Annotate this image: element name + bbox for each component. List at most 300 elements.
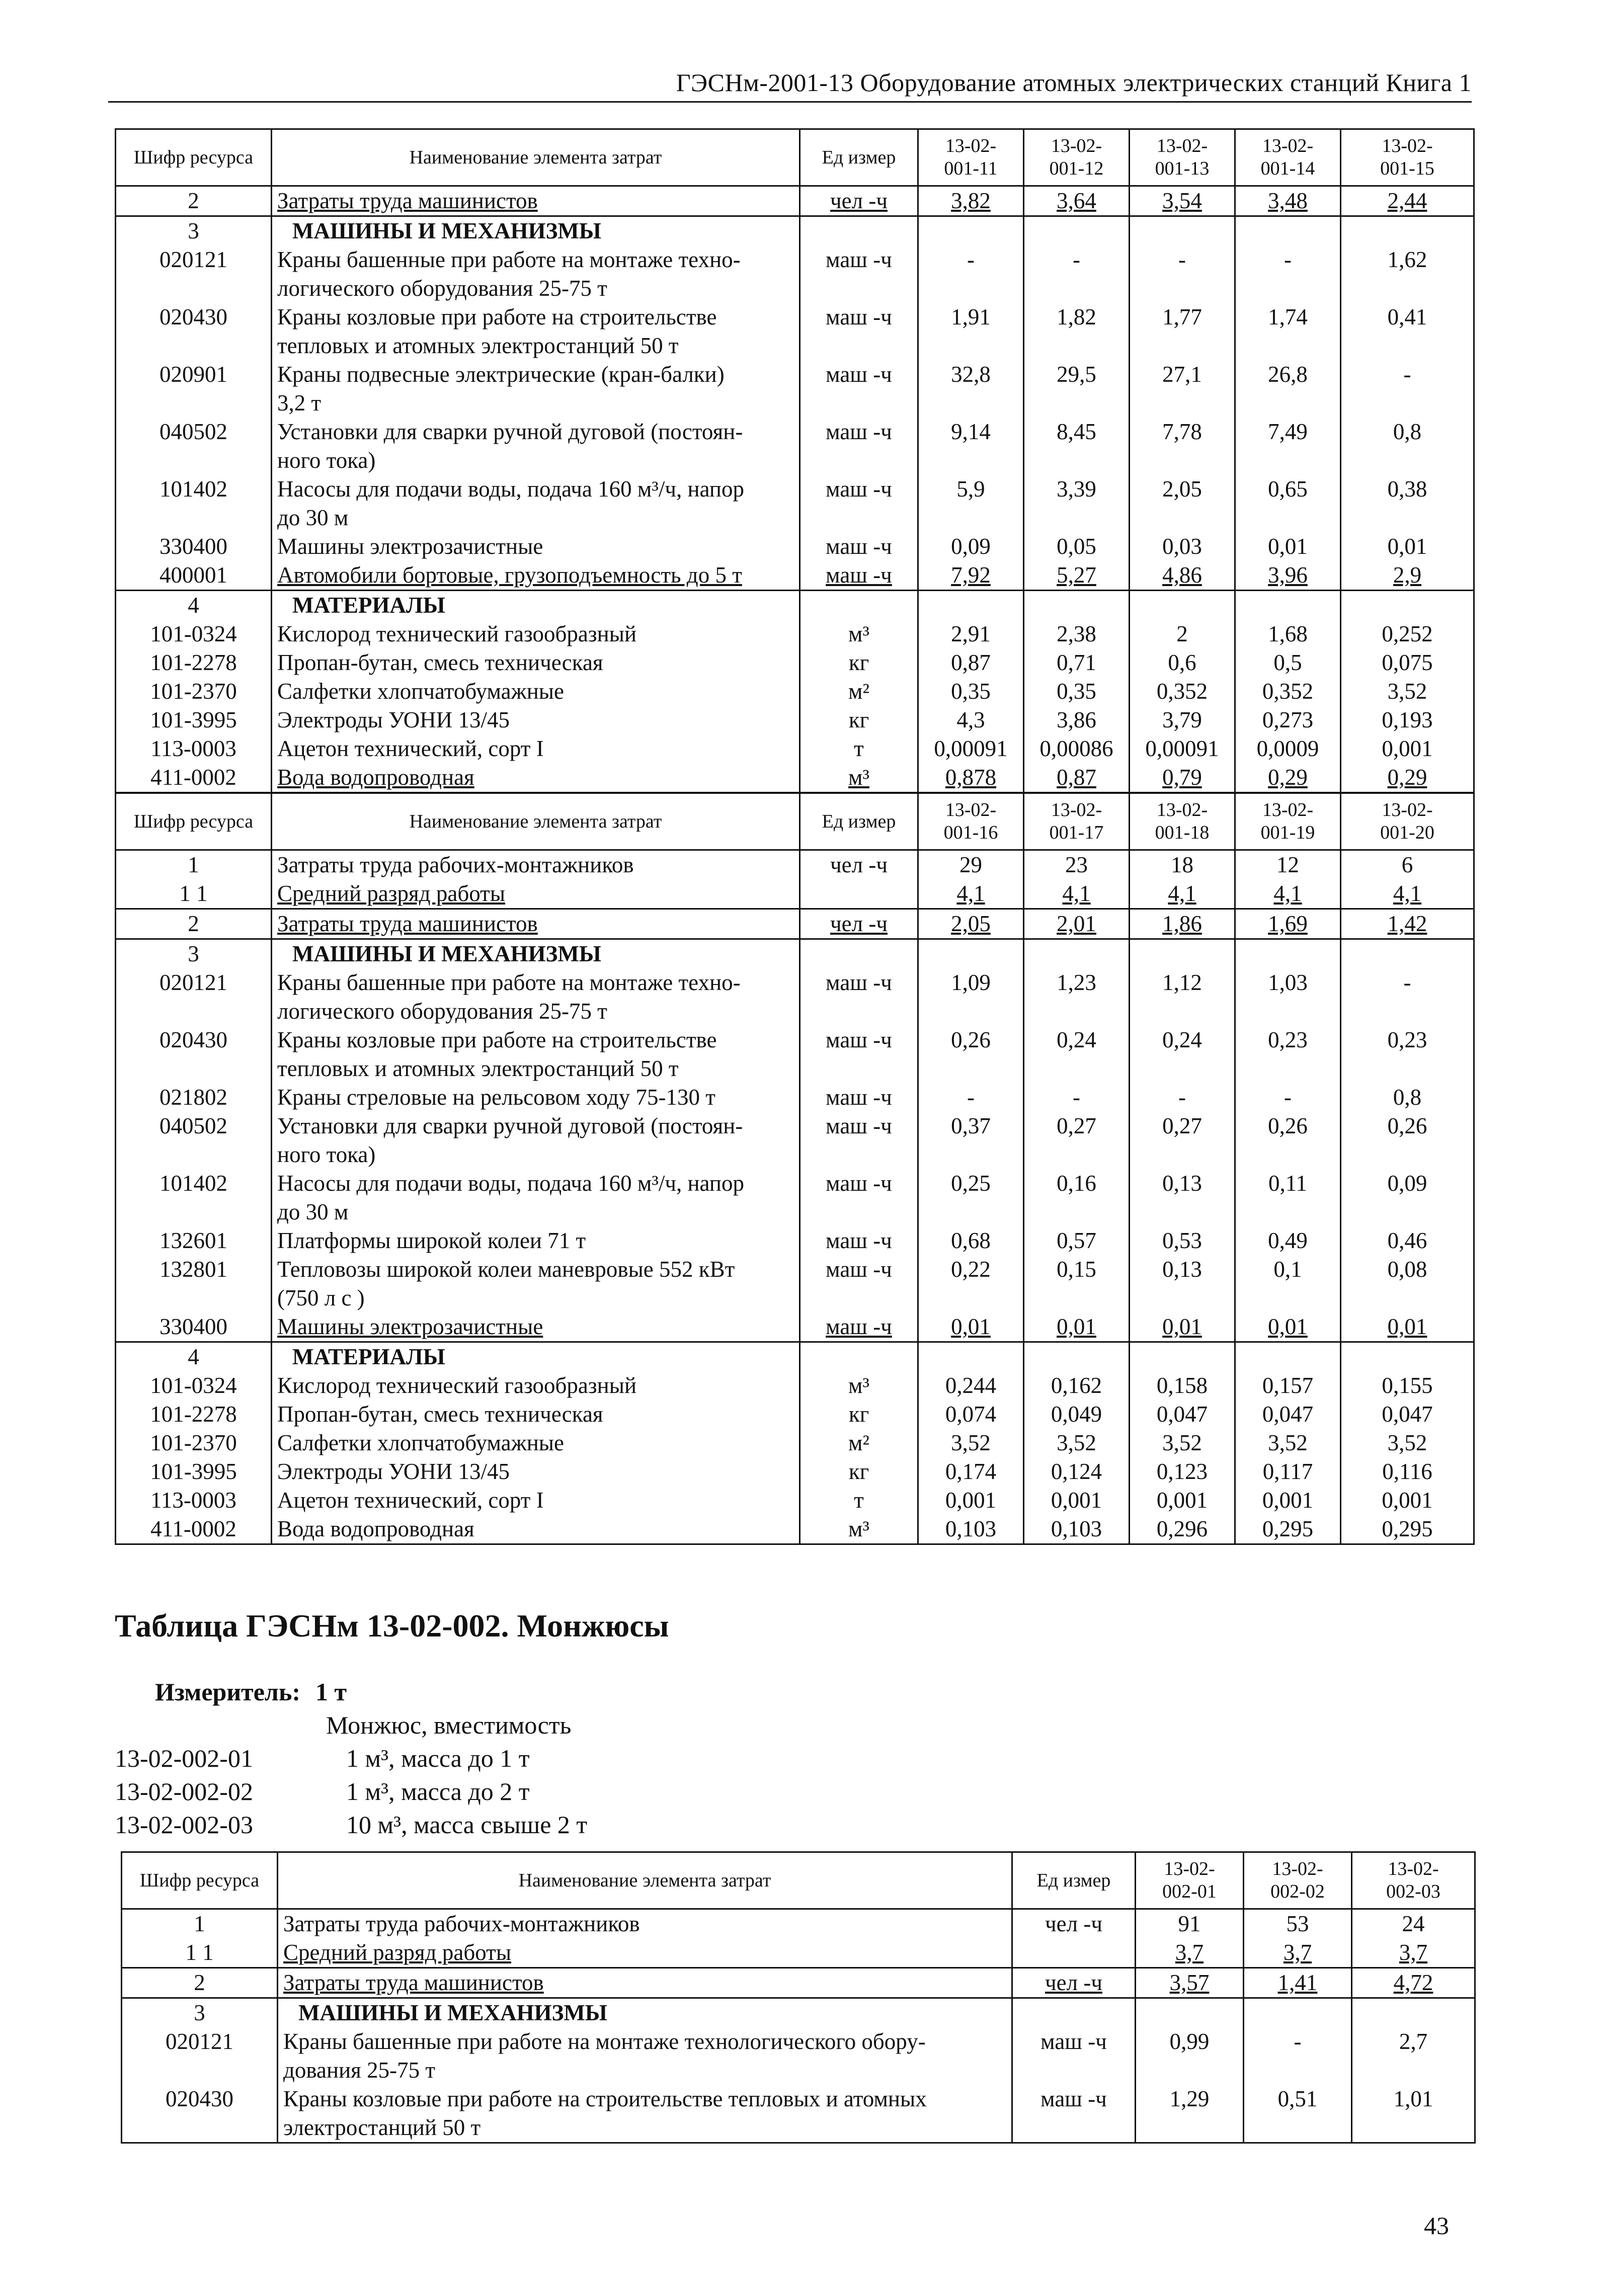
norm-value: 4,86 — [1130, 561, 1235, 591]
table-row — [122, 1968, 1475, 1998]
resource-code: 040502 — [116, 418, 272, 475]
norm-value: 0,193 — [1341, 706, 1474, 734]
norm-value — [918, 1342, 1024, 1372]
norm-value: 2,38 — [1024, 620, 1130, 648]
resource-name: Кислород технический газообразный — [272, 620, 800, 648]
norm-value: 4,1 — [1024, 879, 1130, 909]
norm-value: 24 — [1352, 1909, 1475, 1939]
unit: маш -ч — [800, 1026, 918, 1083]
norm-value: 3,86 — [1024, 706, 1130, 734]
unit: маш -ч — [1012, 2027, 1136, 2085]
norm-value: 7,92 — [918, 561, 1024, 591]
table-row — [116, 1515, 1474, 1544]
table-row — [116, 360, 1474, 418]
norm-value: 0,13 — [1130, 1169, 1235, 1226]
resource-name: Средний разряд работы — [272, 879, 800, 909]
resource-code: 3 — [116, 216, 272, 246]
norm-value: 0,296 — [1130, 1515, 1235, 1544]
norm-value — [1244, 1998, 1352, 2028]
table-row — [116, 620, 1474, 648]
norm-value: 2,05 — [1130, 475, 1235, 532]
unit: маш -ч — [800, 561, 918, 591]
resource-code: 411-0002 — [116, 1515, 272, 1544]
table-row — [116, 186, 1474, 216]
norm-value: 0,37 — [918, 1112, 1024, 1169]
page-number: 43 — [1424, 2211, 1449, 2240]
norm-value — [1235, 1342, 1341, 1372]
table-row — [116, 1083, 1474, 1112]
norm-value: 1,69 — [1235, 909, 1341, 939]
table-row — [122, 2085, 1475, 2143]
norm-value: 0,01 — [1235, 532, 1341, 561]
norm-value: 0,001 — [1341, 734, 1474, 763]
norm-value: - — [1341, 360, 1474, 418]
subtitle-row — [115, 1708, 587, 1742]
norm-value: 2,91 — [918, 620, 1024, 648]
norm-value: 0,03 — [1130, 532, 1235, 561]
resource-name: Автомобили бортовые, грузоподъемность до 5 т — [272, 561, 800, 591]
norm-value: 0,01 — [1341, 532, 1474, 561]
col-header-norm: 13-02- 001-19 — [1235, 793, 1341, 850]
norm-value: - — [1341, 968, 1474, 1026]
norm-value: 0,001 — [918, 1486, 1024, 1515]
norm-value: 0,157 — [1235, 1371, 1341, 1400]
col-header-norm: 13-02- 001-17 — [1024, 793, 1130, 850]
norm-value — [918, 216, 1024, 246]
norm-value: 0,65 — [1235, 475, 1341, 532]
resource-code: 1 — [116, 850, 272, 880]
resource-code: 020121 — [122, 2027, 278, 2085]
resource-name: МАШИНЫ И МЕХАНИЗМЫ — [272, 939, 800, 969]
norm-value — [1130, 216, 1235, 246]
norm-value: 0,273 — [1235, 706, 1341, 734]
norm-value: 0,6 — [1130, 648, 1235, 677]
measure-item-text: 10 м³, масса свыше 2 т — [346, 1811, 588, 1839]
norm-value: 7,49 — [1235, 418, 1341, 475]
norm-value: 3,39 — [1024, 475, 1130, 532]
unit: маш -ч — [800, 1226, 918, 1255]
norm-value: 0,23 — [1235, 1026, 1341, 1083]
norm-value: 0,38 — [1341, 475, 1474, 532]
table-row — [116, 532, 1474, 561]
resource-code: 330400 — [116, 532, 272, 561]
col-header-unit: Ед измер — [800, 129, 918, 186]
norm-value: 1,74 — [1235, 303, 1341, 360]
resource-code: 101402 — [116, 1169, 272, 1226]
norm-value — [1130, 939, 1235, 969]
resource-code: 021802 — [116, 1083, 272, 1112]
table-row — [122, 1909, 1475, 1939]
measure-item-code: 13-02-002-03 — [115, 1811, 253, 1839]
norm-value: 18 — [1130, 850, 1235, 880]
resource-table-002 — [121, 1851, 1476, 2144]
norm-value: 3,52 — [1024, 1429, 1130, 1457]
unit: кг — [800, 706, 918, 734]
unit: маш -ч — [800, 532, 918, 561]
table-row — [116, 879, 1474, 909]
resource-name: Установки для сварки ручной дуговой (постоян- ного тока) — [272, 418, 800, 475]
resource-code: 1 1 — [122, 1938, 278, 1968]
measure-item-code: 13-02-002-01 — [115, 1744, 253, 1772]
unit: маш -ч — [800, 303, 918, 360]
unit: м³ — [800, 1371, 918, 1400]
unit: м² — [800, 1429, 918, 1457]
unit: м³ — [800, 1515, 918, 1544]
resource-name: Краны козловые при работе на строительстве тепловых и атомных электростанций 50 т — [272, 1026, 800, 1083]
unit: маш -ч — [800, 1255, 918, 1313]
table-row — [116, 706, 1474, 734]
resource-name: Затраты труда машинистов — [278, 1968, 1012, 1998]
norm-value: - — [1130, 245, 1235, 303]
norm-value: 5,27 — [1024, 561, 1130, 591]
norm-value: 0,87 — [918, 648, 1024, 677]
table-row — [116, 418, 1474, 475]
norm-value: 0,01 — [1024, 1313, 1130, 1342]
norm-value: 3,52 — [1341, 677, 1474, 706]
resource-name: Салфетки хлопчатобумажные — [272, 677, 800, 706]
col-header-code: Шифр ресурса — [122, 1852, 278, 1909]
norm-value: 0,27 — [1024, 1112, 1130, 1169]
unit: маш -ч — [800, 1169, 918, 1226]
resource-name: МАШИНЫ И МЕХАНИЗМЫ — [278, 1998, 1012, 2028]
norm-value: 4,1 — [1130, 879, 1235, 909]
table-row — [116, 763, 1474, 793]
norm-value: 0,26 — [1341, 1112, 1474, 1169]
norm-value: 1,29 — [1136, 2085, 1244, 2143]
norm-value: 4,3 — [918, 706, 1024, 734]
resource-code: 020430 — [122, 2085, 278, 2143]
resource-name: Вода водопроводная — [272, 1515, 800, 1544]
table-row — [116, 968, 1474, 1026]
norm-value: 0,047 — [1130, 1400, 1235, 1429]
resource-code: 3 — [122, 1998, 278, 2028]
resource-code: 113-0003 — [116, 734, 272, 763]
norm-value: 26,8 — [1235, 360, 1341, 418]
resource-name: Салфетки хлопчатобумажные — [272, 1429, 800, 1457]
measure-subtitle: Монжюс, вместимость — [326, 1711, 572, 1739]
norm-value: 0,117 — [1235, 1457, 1341, 1486]
norm-value: 0,049 — [1024, 1400, 1130, 1429]
norm-value — [1024, 216, 1130, 246]
norm-value: 0,22 — [918, 1255, 1024, 1313]
norm-value: 0,5 — [1235, 648, 1341, 677]
resource-name: Вода водопроводная — [272, 763, 800, 793]
norm-value — [1341, 216, 1474, 246]
resource-name: Затраты труда рабочих-монтажников — [278, 1909, 1012, 1939]
resource-code: 101-0324 — [116, 1371, 272, 1400]
norm-value — [1341, 1342, 1474, 1372]
unit: маш -ч — [800, 360, 918, 418]
norm-value: 4,1 — [1341, 879, 1474, 909]
norm-value: 0,24 — [1130, 1026, 1235, 1083]
unit: маш -ч — [800, 1083, 918, 1112]
resource-code: 101-2370 — [116, 677, 272, 706]
resource-table-001-16-20 — [115, 792, 1475, 1545]
table-row — [116, 939, 1474, 969]
resource-name: Краны башенные при работе на монтаже техно- логического оборудования 25-75 т — [272, 245, 800, 303]
header-row — [122, 1852, 1475, 1909]
resource-code: 020430 — [116, 303, 272, 360]
norm-value: 1,77 — [1130, 303, 1235, 360]
unit: маш -ч — [800, 475, 918, 532]
norm-value: 27,1 — [1130, 360, 1235, 418]
norm-value: 29 — [918, 850, 1024, 880]
norm-value: 9,14 — [918, 418, 1024, 475]
resource-code: 101-0324 — [116, 620, 272, 648]
unit — [800, 939, 918, 969]
resource-code: 101-2278 — [116, 648, 272, 677]
measure-items — [115, 1742, 587, 1841]
table-row — [122, 1998, 1475, 2028]
col-header-unit: Ед измер — [1012, 1852, 1136, 1909]
norm-value: 0,71 — [1024, 648, 1130, 677]
norm-value: 1,68 — [1235, 620, 1341, 648]
norm-value: 0,244 — [918, 1371, 1024, 1400]
norm-value: 1,09 — [918, 968, 1024, 1026]
measure-item-text: 1 м³, масса до 1 т — [346, 1744, 530, 1772]
unit — [1012, 1998, 1136, 2028]
norm-value — [1130, 1342, 1235, 1372]
resource-name: Краны подвесные электрические (кран-балки) 3,2 т — [272, 360, 800, 418]
norm-value: 1,91 — [918, 303, 1024, 360]
norm-value: 2 — [1130, 620, 1235, 648]
table-row — [116, 1112, 1474, 1169]
resource-name: Краны стреловые на рельсовом ходу 75-130 т — [272, 1083, 800, 1112]
col-header-code: Шифр ресурса — [116, 129, 272, 186]
norm-value: 0,252 — [1341, 620, 1474, 648]
norm-value: 0,103 — [918, 1515, 1024, 1544]
resource-code: 4 — [116, 1342, 272, 1372]
col-header-norm: 13-02- 001-12 — [1024, 129, 1130, 186]
unit: маш -ч — [800, 1313, 918, 1342]
norm-value: 0,352 — [1130, 677, 1235, 706]
unit — [800, 591, 918, 620]
resource-name: Ацетон технический, сорт I — [272, 734, 800, 763]
running-header: ГЭСНм-2001-13 Оборудование атомных электрических станций Книга 1 — [108, 68, 1472, 103]
resource-code: 020121 — [116, 245, 272, 303]
col-header-norm: 13-02- 001-18 — [1130, 793, 1235, 850]
norm-value: 3,7 — [1136, 1938, 1244, 1968]
norm-value: 0,24 — [1024, 1026, 1130, 1083]
col-header-norm: 13-02- 001-16 — [918, 793, 1024, 850]
table-row — [116, 677, 1474, 706]
unit: м³ — [800, 763, 918, 793]
norm-value: 0,09 — [918, 532, 1024, 561]
norm-value: - — [1244, 2027, 1352, 2085]
norm-value: 53 — [1244, 1909, 1352, 1939]
col-header-name: Наименование элемента затрат — [278, 1852, 1012, 1909]
norm-value: 7,78 — [1130, 418, 1235, 475]
table-row — [116, 1226, 1474, 1255]
norm-value: 0,047 — [1235, 1400, 1341, 1429]
table-row — [116, 1429, 1474, 1457]
norm-value: 0,87 — [1024, 763, 1130, 793]
resource-code: 411-0002 — [116, 763, 272, 793]
norm-value: 8,45 — [1024, 418, 1130, 475]
measure-item — [115, 1775, 587, 1808]
col-header-code: Шифр ресурса — [116, 793, 272, 850]
unit — [1012, 1938, 1136, 1968]
resource-name: Электроды УОНИ 13/45 — [272, 1457, 800, 1486]
norm-value: 1,86 — [1130, 909, 1235, 939]
norm-value: 1,41 — [1244, 1968, 1352, 1998]
norm-value: 3,52 — [1341, 1429, 1474, 1457]
norm-value: 3,52 — [1130, 1429, 1235, 1457]
norm-value: 12 — [1235, 850, 1341, 880]
unit: м³ — [800, 620, 918, 648]
norm-value: 32,8 — [918, 360, 1024, 418]
norm-value — [1341, 591, 1474, 620]
table-row — [116, 303, 1474, 360]
norm-value: 0,001 — [1024, 1486, 1130, 1515]
norm-value: 1,01 — [1352, 2085, 1475, 2143]
resource-code: 1 1 — [116, 879, 272, 909]
norm-value: 0,158 — [1130, 1371, 1235, 1400]
norm-value: 0,35 — [918, 677, 1024, 706]
table-row — [116, 561, 1474, 591]
resource-name: Пропан-бутан, смесь техническая — [272, 1400, 800, 1429]
table-row — [116, 1026, 1474, 1083]
norm-value: 3,7 — [1352, 1938, 1475, 1968]
resource-code: 020430 — [116, 1026, 272, 1083]
resource-name: Ацетон технический, сорт I — [272, 1486, 800, 1515]
norm-value: 0,01 — [1341, 1313, 1474, 1342]
resource-code: 2 — [122, 1968, 278, 1998]
norm-value: 0,116 — [1341, 1457, 1474, 1486]
norm-value: 0,11 — [1235, 1169, 1341, 1226]
measure-item-code: 13-02-002-02 — [115, 1777, 253, 1806]
norm-value: 3,48 — [1235, 186, 1341, 216]
norm-value: 0,162 — [1024, 1371, 1130, 1400]
norm-value: 4,1 — [918, 879, 1024, 909]
unit: маш -ч — [800, 418, 918, 475]
norm-value: 0,00091 — [918, 734, 1024, 763]
resource-name: Кислород технический газообразный — [272, 1371, 800, 1400]
norm-value: 0,25 — [918, 1169, 1024, 1226]
norm-value: 91 — [1136, 1909, 1244, 1939]
measure-item — [115, 1808, 587, 1841]
norm-value: 1,23 — [1024, 968, 1130, 1026]
resource-name: Насосы для подачи воды, подача 160 м³/ч, напор до 30 м — [272, 475, 800, 532]
norm-value: 23 — [1024, 850, 1130, 880]
norm-value: 0,41 — [1341, 303, 1474, 360]
norm-value: - — [1024, 1083, 1130, 1112]
norm-value: 1,82 — [1024, 303, 1130, 360]
table-row — [116, 1486, 1474, 1515]
resource-name: Машины электрозачистные — [272, 532, 800, 561]
norm-value — [1235, 216, 1341, 246]
table-row — [116, 1255, 1474, 1313]
resource-code: 1 — [122, 1909, 278, 1939]
table-row — [116, 1169, 1474, 1226]
norm-value: 0,09 — [1341, 1169, 1474, 1226]
resource-name: МАШИНЫ И МЕХАНИЗМЫ — [272, 216, 800, 246]
table-row — [116, 850, 1474, 880]
resource-name: Затраты труда машинистов — [272, 186, 800, 216]
resource-code: 040502 — [116, 1112, 272, 1169]
table-row — [122, 2027, 1475, 2085]
norm-value: 0,46 — [1341, 1226, 1474, 1255]
resource-name: Затраты труда машинистов — [272, 909, 800, 939]
norm-value: 1,12 — [1130, 968, 1235, 1026]
norm-value: 0,295 — [1341, 1515, 1474, 1544]
norm-value: 0,23 — [1341, 1026, 1474, 1083]
measure-label: Измеритель: — [155, 1678, 301, 1706]
norm-value: 0,8 — [1341, 418, 1474, 475]
norm-value — [918, 939, 1024, 969]
resource-code: 101-2370 — [116, 1429, 272, 1457]
measure-item-text: 1 м³, масса до 2 т — [346, 1777, 530, 1806]
resource-code: 3 — [116, 939, 272, 969]
unit: чел -ч — [800, 186, 918, 216]
table-row — [116, 216, 1474, 246]
measure-block — [115, 1675, 587, 1841]
resource-name: Электроды УОНИ 13/45 — [272, 706, 800, 734]
col-header-norm: 13-02- 002-03 — [1352, 1852, 1475, 1909]
norm-value: 2,44 — [1341, 186, 1474, 216]
norm-value — [1024, 939, 1130, 969]
col-header-name: Наименование элемента затрат — [272, 129, 800, 186]
norm-value: 0,8 — [1341, 1083, 1474, 1112]
unit — [800, 216, 918, 246]
norm-value: 0,68 — [918, 1226, 1024, 1255]
norm-value — [1024, 591, 1130, 620]
norm-value: 5,9 — [918, 475, 1024, 532]
col-header-norm: 13-02- 001-13 — [1130, 129, 1235, 186]
resource-name: Насосы для подачи воды, подача 160 м³/ч, напор до 30 м — [272, 1169, 800, 1226]
norm-value: 0,174 — [918, 1457, 1024, 1486]
norm-value: 0,26 — [918, 1026, 1024, 1083]
norm-value: - — [1024, 245, 1130, 303]
norm-value: 0,35 — [1024, 677, 1130, 706]
unit — [800, 1342, 918, 1372]
norm-value: 0,1 — [1235, 1255, 1341, 1313]
resource-name: Средний разряд работы — [278, 1938, 1012, 1968]
unit: т — [800, 734, 918, 763]
unit: чел -ч — [1012, 1909, 1136, 1939]
norm-value: 2,01 — [1024, 909, 1130, 939]
norm-value: 3,7 — [1244, 1938, 1352, 1968]
col-header-norm: 13-02- 001-20 — [1341, 793, 1474, 850]
norm-value: 0,878 — [918, 763, 1024, 793]
norm-value: 3,64 — [1024, 186, 1130, 216]
resource-name: Платформы широкой колеи 71 т — [272, 1226, 800, 1255]
norm-value: 2,7 — [1352, 2027, 1475, 2085]
table-row — [116, 909, 1474, 939]
resource-name: Пропан-бутан, смесь техническая — [272, 648, 800, 677]
norm-value — [1235, 591, 1341, 620]
col-header-norm: 13-02- 001-15 — [1341, 129, 1474, 186]
unit: чел -ч — [800, 850, 918, 880]
norm-value: 0,79 — [1130, 763, 1235, 793]
norm-value: 0,001 — [1130, 1486, 1235, 1515]
norm-value: 2,9 — [1341, 561, 1474, 591]
table-row — [116, 245, 1474, 303]
header-row — [116, 129, 1474, 186]
resource-code: 101-2278 — [116, 1400, 272, 1429]
resource-name: Краны башенные при работе на монтаже технологического обору- дования 25-75 т — [278, 2027, 1012, 2085]
col-header-name: Наименование элемента затрат — [272, 793, 800, 850]
norm-value: 3,57 — [1136, 1968, 1244, 1998]
col-header-unit: Ед измер — [800, 793, 918, 850]
resource-name: Краны козловые при работе на строительстве тепловых и атомных электростанций 50 т — [272, 303, 800, 360]
unit: м² — [800, 677, 918, 706]
unit: маш -ч — [800, 968, 918, 1026]
norm-value: 0,047 — [1341, 1400, 1474, 1429]
norm-value: 0,49 — [1235, 1226, 1341, 1255]
norm-value: 29,5 — [1024, 360, 1130, 418]
norm-value: 0,01 — [1235, 1313, 1341, 1342]
